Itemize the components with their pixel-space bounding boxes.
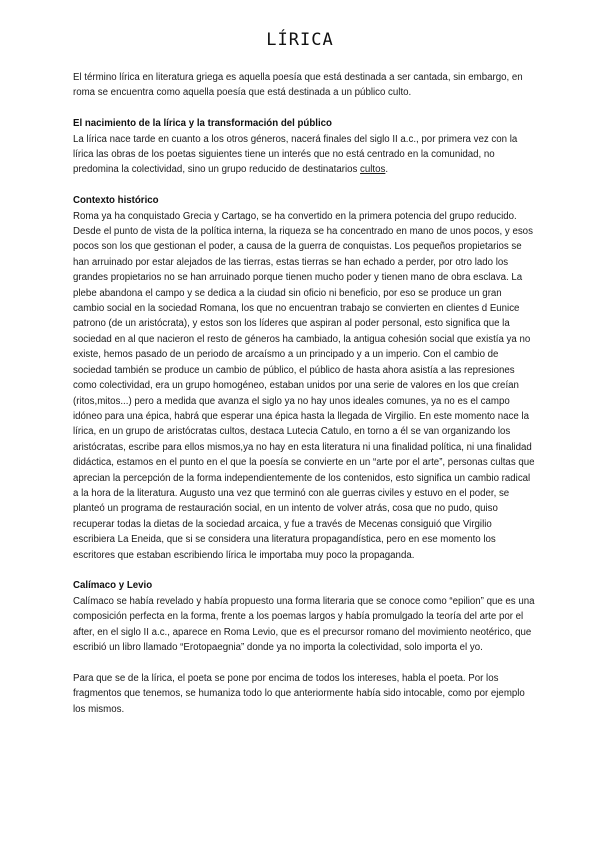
page-title: LÍRICA [266,30,334,50]
paragraph-gap [73,655,535,670]
section-paragraph-calimaco: Calímaco se había revelado y había propuesto una forma literaria que se conoce como “epilion” que es una composición perfecta en la forma, frente a los poemas largos y había promulgado la teoría del arte por el after, en el siglo II a.c., aparece en Roma Levio, que es el precursor romano del movimiento neotérico, que escribió un libro llamado “Erotopaegnia” donde ya no importa la colectividad, solo importa el yo. [73,595,535,653]
section-heading-calimaco: Calímaco y Levio [73,580,153,592]
paragraph-gap [73,101,535,116]
paragraph-text: La lírica nace tarde en cuanto a los otros géneros, nacerá finales del siglo II a.c., por primera vez con la lírica las obras de los poetas siguientes tiene un interés que no está centrado en la comunidad, no predomina la colectividad, sino un grupo reducido de destinatarios [73,133,518,176]
document-body [73,70,535,717]
paragraph-text-end: . [385,164,389,176]
intro-paragraph: El término lírica en literatura griega es aquella poesía que está destinada a ser cantada, sin embargo, en roma se encuentra como aquella poesía que está destinada a un público culto. [73,72,523,99]
section-paragraph-nacimiento [73,132,535,178]
closing-paragraph: Para que se de la lírica, el poeta se pone por encima de todos los intereses, habla el poeta. Por los fragmentos que tenemos, se humaniza todo lo que anteriormente había sido intocable, como por ejemplo los mismos. [73,672,525,715]
section-paragraph-contexto: Roma ya ha conquistado Grecia y Cartago, se ha convertido en la primera potencia del grupo reducido. Desde el punto de vista de la política interna, la riqueza se ha concentrado en mano de unos pocos, y esos pocos son los que gestionan el poder, a causa de la guerra de conquistas. Los pequeños propietarios se han arruinado por estar alejados de las tierras, estas tierras se han echado a perder, por otro lado los grandes propietarios no se han arruinado porque tienen mucho poder y tienen mano de obra esclava. La plebe abandona el campo y se dedica a la ciudad sin oficio ni beneficio, por eso se produce un gran cambio social en la sociedad Romana, los que no encuentran trabajo se convierten en clientes d Eunice patrono (de un aristócrata), y estos son los líderes que aspiran al poder personal, esto significa que la sociedad en al que nacieron el resto de géneros ha cambiado, la antigua cohesión social que existía ya no existe, hemos pasado de un periodo de arcaísmo a un principado y a un imperio. Con el cambio de sociedad también se produce un cambio de público, el público de hasta ahora asistía a las represiones como colectividad, era un grupo homogéneo, estaban unidos por una serie de valores en los que creían (ritos,mitos...) pero a medida que avanza el siglo ya no hay unos ideales comunes, ya no es el campo idóneo para una épica, habrá que esperar una épica hasta la llegada de Virgilio. En este momento nace la lírica, en un grupo de aristócratas cultos, destaca Lutecia Catulo, en torno a él se van organizando los aristócratas, escribe para ellos mismos,ya no hay en esta literatura ni una finalidad política, ni una finalidad didáctica, estamos en el punto en el que la poesía se convierte en un “arte por el arte”, personas cultas que aprecian la percepción de la forma independientemente de los contenidos, esto significa un cambio radical a la hora de la literatura. Augusto una vez que terminó con ale guerras civiles y estuvo en el poder, se planteó un programa de restauración social, en un intento de volver atrás, cosa que no pudo, quiso recuperar todas la dietas de la sociedad arcaica, y fue a través de Mecenas consiguió que Virgilio escribiera La Eneida, que si se considera una literatura propagandística, pero en ese momento los escritores que estaban escribiendo lírica le importaba muy poco la propaganda. [73,210,535,561]
section-heading-contexto: Contexto histórico [73,195,159,207]
paragraph-gap [73,178,535,193]
underlined-word: cultos [360,164,386,176]
section-heading-nacimiento: El nacimiento de la lírica y la transformación del público [73,118,332,130]
paragraph-gap [73,563,535,578]
